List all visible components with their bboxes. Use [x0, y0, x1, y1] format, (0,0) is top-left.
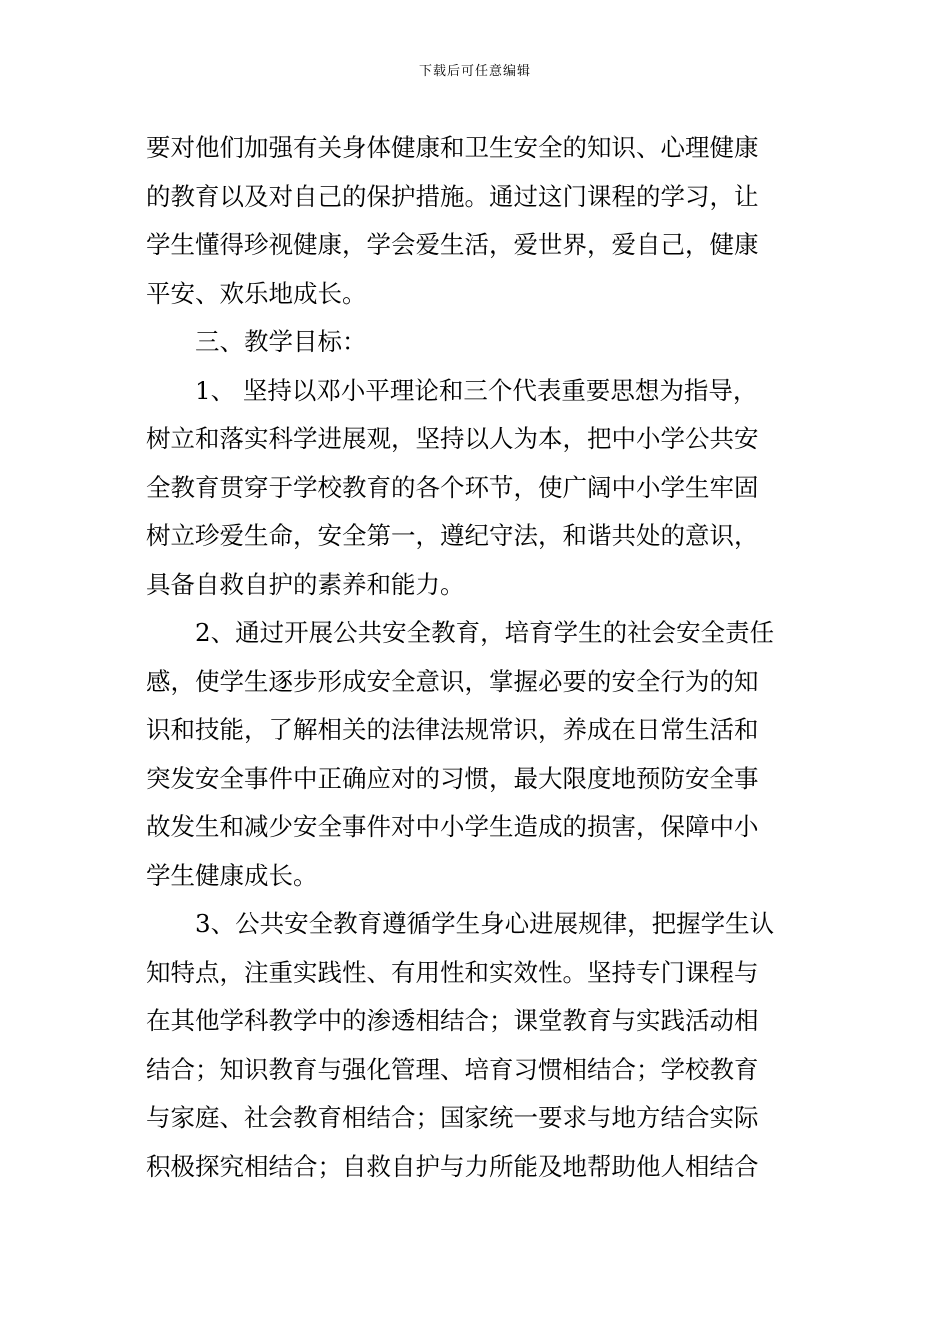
- text-line: 结合；知识教育与强化管理、培育习惯相结合；学校教育: [146, 1054, 759, 1084]
- text-line: 突发安全事件中正确应对的习惯，最大限度地预防安全事: [146, 763, 759, 793]
- text-line: 2、通过开展公共安全教育，培育学生的社会安全责任: [195, 618, 775, 647]
- text-line: 知特点，注重实践性、有用性和实效性。坚持专门课程与: [146, 957, 759, 987]
- text-line: 积极探究相结合；自救自护与力所能及地帮助他人相结合: [146, 1151, 759, 1181]
- text-line: 识和技能，了解相关的法律法规常识，养成在日常生活和: [146, 715, 759, 744]
- text-line: 在其他学科教学中的渗透相结合；课堂教育与实践活动相: [146, 1006, 759, 1035]
- text-line: 3、公共安全教育遵循学生身心进展规律，把握学生认: [195, 909, 775, 938]
- text-line: 故发生和减少安全事件对中小学生造成的损害，保障中小: [146, 812, 759, 841]
- text-line: 感，使学生逐步形成安全意识，掌握必要的安全行为的知: [146, 666, 759, 696]
- text-line: 学生健康成长。: [146, 860, 318, 890]
- text-line: 1、 坚持以邓小平理论和三个代表重要思想为指导，: [195, 375, 758, 405]
- text-line: 全教育贯穿于学校教育的各个环节，使广阔中小学生牢固: [146, 472, 759, 502]
- text-line: 与家庭、社会教育相结合；国家统一要求与地方结合实际: [146, 1103, 759, 1132]
- text-line: 平安、欢乐地成长。: [146, 278, 367, 308]
- section-heading: 三、教学目标：: [195, 327, 367, 356]
- text-line: 的教育以及对自己的保护措施。通过这门课程的学习，让: [146, 181, 759, 211]
- page-header: 下载后可任意编辑: [418, 64, 531, 79]
- text-line: 树立珍爱生命，安全第一，遵纪守法，和谐共处的意识，: [146, 521, 759, 550]
- text-line: 要对他们加强有关身体健康和卫生安全的知识、心理健康: [146, 133, 759, 162]
- text-line: 具备自救自护的素养和能力。: [146, 569, 465, 599]
- document-body: [146, 124, 808, 1191]
- text-line: 学生懂得珍视健康，学会爱生活，爱世界，爱自己，健康: [146, 230, 759, 259]
- text-line: 树立和落实科学进展观，坚持以人为本，把中小学公共安: [146, 424, 759, 453]
